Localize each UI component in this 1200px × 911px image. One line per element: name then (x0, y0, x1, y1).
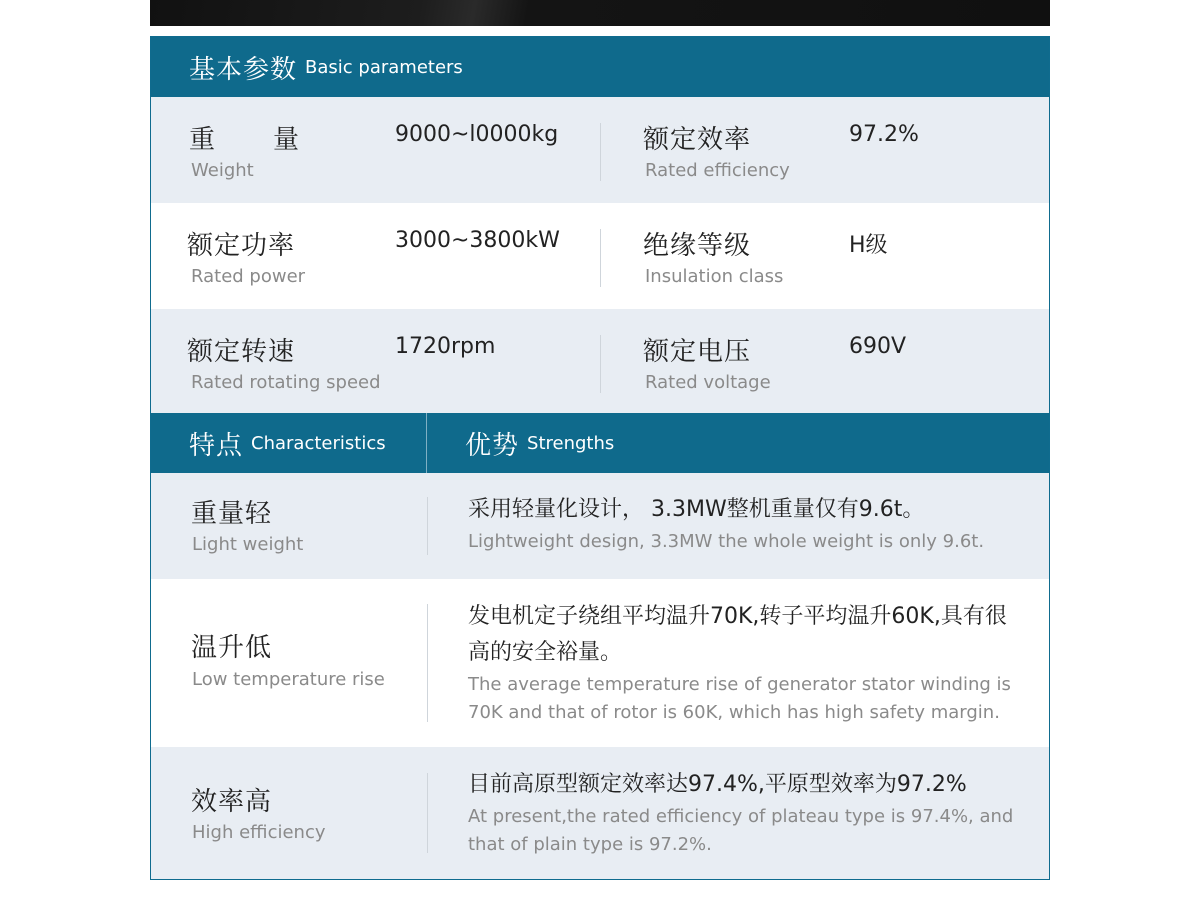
param-row-power (151, 203, 1049, 309)
strengths-heading-en: Strengths (527, 432, 615, 454)
feature-divider (427, 604, 428, 722)
param-row-weight (151, 97, 1049, 203)
param-label-efficiency-en: Rated efficiency (645, 160, 790, 181)
param-label-weight-zh (189, 119, 299, 156)
param-label-voltage-en: Rated voltage (645, 372, 771, 393)
strengths-heading-zh: 优势 (465, 430, 520, 461)
characteristics-heading-en: Characteristics (251, 432, 386, 454)
feature-desc-en: The average temperature rise of generator stator winding is 70K and that of rotor is 60K, which has high safety margin. (468, 674, 1011, 723)
param-value-weight: 9000~l0000kg (395, 122, 559, 147)
param-label-efficiency-zh: 额定效率 (643, 125, 752, 155)
hero-image-strip (150, 0, 1050, 26)
feature-row-low-temperature (151, 579, 1049, 747)
feature-label-zh: 效率高 (191, 787, 273, 817)
param-label-insulation-zh: 绝缘等级 (643, 231, 752, 261)
characteristics-heading-zh: 特点 (189, 430, 244, 461)
strengths-heading (427, 413, 614, 473)
param-value-insulation: H级 (849, 233, 888, 258)
param-value-efficiency: 97.2% (849, 122, 919, 147)
param-label-weight-char2: 量 (273, 125, 300, 155)
param-value-voltage: 690V (849, 334, 907, 359)
param-label-voltage-zh: 额定电压 (643, 337, 752, 367)
feature-desc-en: At present,the rated efficiency of plateau type is 97.4%, and that of plain type is 97.2%. (468, 806, 1014, 855)
feature-label-en: High efficiency (192, 822, 326, 843)
param-label-power-zh: 额定功率 (187, 231, 296, 261)
param-label-weight-en: Weight (191, 160, 254, 181)
basic-parameters-header (151, 37, 1049, 97)
spec-panel (150, 36, 1050, 880)
param-label-speed-zh: 额定转速 (187, 337, 296, 367)
param-divider (600, 123, 601, 181)
param-value-power: 3000~3800kW (395, 228, 560, 253)
feature-label-en: Low temperature rise (192, 669, 385, 690)
features-header (151, 413, 1049, 473)
feature-row-high-efficiency (151, 747, 1049, 880)
feature-label-en: Light weight (192, 534, 304, 555)
characteristics-heading (151, 413, 427, 473)
feature-desc-zh: 目前高原型额定效率达97.4%,平原型效率为97.2% (468, 772, 967, 797)
param-label-power-en: Rated power (191, 266, 306, 287)
feature-desc-zh: 发电机定子绕组平均温升70K,转子平均温升60K,具有很高的安全裕量。 (468, 604, 1007, 665)
feature-label-zh: 重量轻 (191, 499, 273, 529)
feature-label-zh: 温升低 (191, 633, 273, 663)
param-divider (600, 229, 601, 287)
param-value-speed: 1720rpm (395, 334, 496, 359)
param-row-speed (151, 309, 1049, 413)
basic-heading-en: Basic parameters (305, 56, 463, 78)
param-label-speed-en: Rated rotating speed (191, 372, 381, 393)
feature-divider (427, 497, 428, 555)
feature-divider (427, 773, 428, 853)
param-divider (600, 335, 601, 393)
param-label-weight-char1: 重 (189, 125, 216, 155)
feature-row-light-weight (151, 473, 1049, 579)
basic-heading-zh: 基本参数 (189, 54, 298, 85)
feature-desc-en: Lightweight design, 3.3MW the whole weight is only 9.6t. (468, 531, 985, 552)
feature-desc-zh: 采用轻量化设计， 3.3MW整机重量仅有9.6t。 (468, 497, 925, 522)
param-label-insulation-en: Insulation class (645, 266, 784, 287)
